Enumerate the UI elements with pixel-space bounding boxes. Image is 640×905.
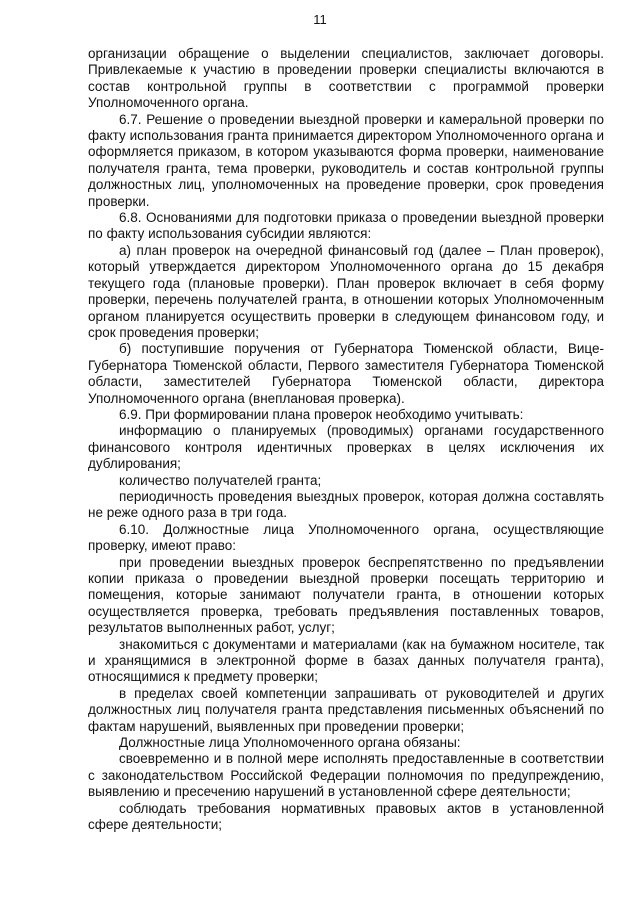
paragraph-6-10-right-2: знакомиться с документами и материалами (как на бумажном носителе, так и хранящимися в электронной форме в базах данных получателя гранта), относящимися к предмету проверки;: [88, 636, 604, 685]
paragraph-6-8-b: б) поступившие поручения от Губернатора Тюменской области, Вице-Губернатора Тюменской области, Первого заместителя Губернатора Тюменской области, заместителей Губернатора Тюменской области, директора Уполномоченного органа (внеплановая проверка).: [88, 341, 604, 406]
paragraph-6-7: 6.7. Решение о проведении выездной проверки и камеральной проверки по факту использования гранта принимается директором Уполномоченного органа и оформляется приказом, в котором указываются форма проверки, наименование получателя гранта, тема проверки, руководитель и состав контрольной группы должностных лиц, уполномоченных на проведение проверки, срок проведения проверки.: [88, 111, 604, 209]
paragraph-6-9-item-1: информацию о планируемых (проводимых) органами государственного финансового контроля идентичных проверках в целях исключения их дублирования;: [88, 423, 604, 472]
page-number: 11: [313, 12, 327, 27]
paragraph-obligations-heading: Должностные лица Уполномоченного органа обязаны:: [119, 735, 461, 751]
paragraph-6-9: 6.9. При формировании плана проверок необходимо учитывать:: [119, 406, 524, 422]
paragraph-6-10: 6.10. Должностные лица Уполномоченного органа, осуществляющие проверку, имеют право:: [88, 521, 604, 554]
paragraph-obligation-2: соблюдать требования нормативных правовых актов в установленной сфере деятельности;: [88, 800, 604, 833]
paragraph-continuation: организации обращение о выделении специалистов, заключает договоры. Привлекаемые к участию в проведении проверки специалисты включаются в состав контрольной группы в соответствии с программой проверки Уполномоченного органа.: [88, 46, 604, 111]
paragraph-obligation-1: своевременно и в полной мере исполнять предоставленные в соответствии с законодательством Российской Федерации полномочия по предупреждению, выявлению и пресечению нарушений в установленной сфере деятельности;: [88, 751, 604, 800]
paragraph-6-8: 6.8. Основаниями для подготовки приказа о проведении выездной проверки по факту использования субсидии являются:: [88, 210, 604, 242]
paragraph-6-8-a: а) план проверок на очередной финансовый год (далее – План проверок), который утверждается директором Уполномоченного органа до 15 декабря текущего года (плановые проверки). План проверок включает в себя форму проверки, перечень получателей гранта, в отношении которых Уполномоченным органом планируется осуществить проверки в следующем финансовом году, и срок проведения проверки;: [88, 242, 604, 340]
paragraph-6-9-item-3: периодичность проведения выездных проверок, которая должна составлять не реже одного раза в три года.: [88, 488, 604, 521]
paragraph-6-10-right-1: при проведении выездных проверок беспрепятственно по предъявлении копии приказа о проведении выездной проверки посещать территорию и помещения, которые занимают получатели гранта, в отношении которых осуществляется проверка, требовать предъявления поставленных товаров, результатов выполненных работ, услуг;: [88, 554, 604, 636]
paragraph-6-10-right-3: в пределах своей компетенции запрашивать от руководителей и других должностных лиц получателя гранта представления письменных объяснений по фактам нарушений, выявленных при проведении проверки;: [88, 685, 604, 734]
paragraph-6-9-item-2: количество получателей гранта;: [119, 472, 322, 488]
document-body: [88, 46, 604, 834]
